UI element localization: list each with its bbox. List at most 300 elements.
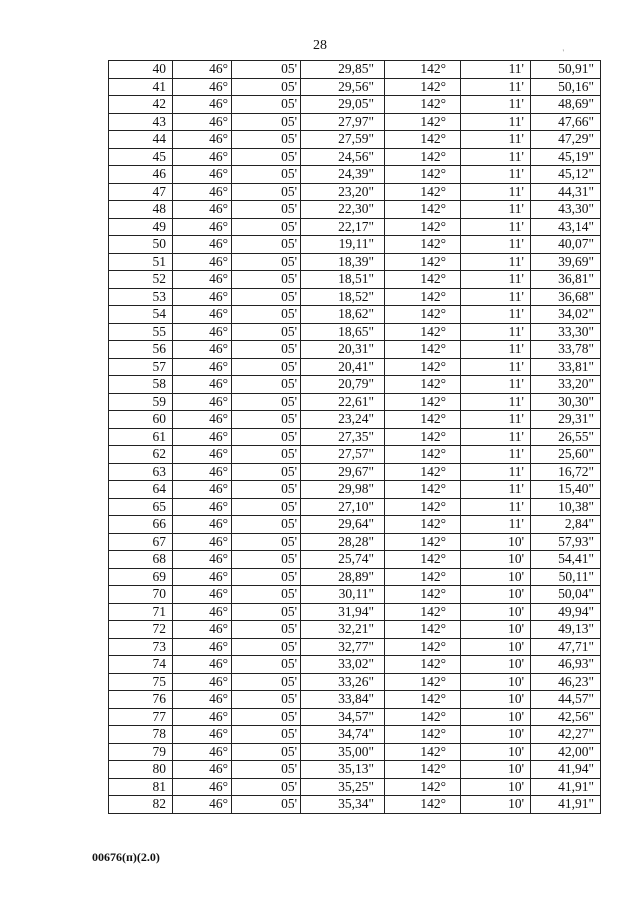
latitude-degrees-cell: 46° [173, 481, 232, 499]
point-number-cell: 53 [109, 288, 173, 306]
table-row [109, 376, 601, 394]
latitude-seconds-cell: 35,13" [301, 761, 385, 779]
table-row [109, 253, 601, 271]
longitude-seconds-cell: 36,81" [531, 271, 601, 289]
longitude-minutes-cell: 11' [461, 323, 531, 341]
table-row [109, 78, 601, 96]
latitude-minutes-cell: 05' [232, 586, 301, 604]
longitude-seconds-cell: 34,02" [531, 306, 601, 324]
latitude-degrees-cell: 46° [173, 621, 232, 639]
point-number-cell: 50 [109, 236, 173, 254]
table-row [109, 568, 601, 586]
latitude-seconds-cell: 35,25" [301, 778, 385, 796]
latitude-degrees-cell: 46° [173, 743, 232, 761]
longitude-minutes-cell: 11' [461, 341, 531, 359]
longitude-seconds-cell: 46,93" [531, 656, 601, 674]
longitude-seconds-cell: 43,30" [531, 201, 601, 219]
point-number-cell: 45 [109, 148, 173, 166]
latitude-seconds-cell: 25,74" [301, 551, 385, 569]
latitude-seconds-cell: 23,24" [301, 411, 385, 429]
point-number-cell: 61 [109, 428, 173, 446]
table-row [109, 603, 601, 621]
point-number-cell: 47 [109, 183, 173, 201]
latitude-degrees-cell: 46° [173, 533, 232, 551]
longitude-minutes-cell: 11' [461, 498, 531, 516]
longitude-minutes-cell: 10' [461, 708, 531, 726]
longitude-minutes-cell: 11' [461, 288, 531, 306]
longitude-seconds-cell: 41,91" [531, 796, 601, 814]
longitude-seconds-cell: 47,71" [531, 638, 601, 656]
point-number-cell: 66 [109, 516, 173, 534]
table-row [109, 61, 601, 79]
longitude-minutes-cell: 10' [461, 778, 531, 796]
latitude-degrees-cell: 46° [173, 726, 232, 744]
longitude-seconds-cell: 41,91" [531, 778, 601, 796]
point-number-cell: 44 [109, 131, 173, 149]
point-number-cell: 54 [109, 306, 173, 324]
point-number-cell: 81 [109, 778, 173, 796]
longitude-minutes-cell: 11' [461, 358, 531, 376]
latitude-minutes-cell: 05' [232, 726, 301, 744]
table-row [109, 498, 601, 516]
latitude-minutes-cell: 05' [232, 603, 301, 621]
longitude-degrees-cell: 142° [385, 376, 461, 394]
latitude-minutes-cell: 05' [232, 656, 301, 674]
latitude-degrees-cell: 46° [173, 358, 232, 376]
table-row [109, 621, 601, 639]
longitude-seconds-cell: 41,94" [531, 761, 601, 779]
coordinates-table-body [109, 61, 601, 814]
latitude-seconds-cell: 18,51" [301, 271, 385, 289]
latitude-minutes-cell: 05' [232, 393, 301, 411]
longitude-seconds-cell: 48,69" [531, 96, 601, 114]
latitude-degrees-cell: 46° [173, 78, 232, 96]
latitude-degrees-cell: 46° [173, 393, 232, 411]
longitude-minutes-cell: 11' [461, 463, 531, 481]
longitude-seconds-cell: 45,19" [531, 148, 601, 166]
latitude-degrees-cell: 46° [173, 376, 232, 394]
latitude-seconds-cell: 27,57" [301, 446, 385, 464]
latitude-degrees-cell: 46° [173, 96, 232, 114]
latitude-seconds-cell: 30,11" [301, 586, 385, 604]
longitude-seconds-cell: 15,40" [531, 481, 601, 499]
table-row [109, 743, 601, 761]
longitude-minutes-cell: 11' [461, 446, 531, 464]
coordinates-table-container [108, 60, 601, 814]
latitude-seconds-cell: 20,79" [301, 376, 385, 394]
longitude-seconds-cell: 30,30" [531, 393, 601, 411]
latitude-degrees-cell: 46° [173, 691, 232, 709]
table-row [109, 778, 601, 796]
longitude-degrees-cell: 142° [385, 498, 461, 516]
longitude-seconds-cell: 42,27" [531, 726, 601, 744]
latitude-degrees-cell: 46° [173, 446, 232, 464]
point-number-cell: 60 [109, 411, 173, 429]
longitude-minutes-cell: 10' [461, 691, 531, 709]
latitude-minutes-cell: 05' [232, 708, 301, 726]
latitude-degrees-cell: 46° [173, 323, 232, 341]
latitude-seconds-cell: 22,61" [301, 393, 385, 411]
longitude-degrees-cell: 142° [385, 621, 461, 639]
latitude-minutes-cell: 05' [232, 113, 301, 131]
longitude-degrees-cell: 142° [385, 638, 461, 656]
latitude-minutes-cell: 05' [232, 236, 301, 254]
longitude-degrees-cell: 142° [385, 183, 461, 201]
latitude-seconds-cell: 27,97" [301, 113, 385, 131]
longitude-minutes-cell: 10' [461, 761, 531, 779]
longitude-minutes-cell: 11' [461, 183, 531, 201]
latitude-minutes-cell: 05' [232, 463, 301, 481]
latitude-seconds-cell: 28,89" [301, 568, 385, 586]
latitude-seconds-cell: 35,00" [301, 743, 385, 761]
latitude-seconds-cell: 34,74" [301, 726, 385, 744]
latitude-seconds-cell: 29,67" [301, 463, 385, 481]
longitude-minutes-cell: 10' [461, 568, 531, 586]
longitude-degrees-cell: 142° [385, 341, 461, 359]
point-number-cell: 57 [109, 358, 173, 376]
point-number-cell: 82 [109, 796, 173, 814]
table-row [109, 411, 601, 429]
point-number-cell: 62 [109, 446, 173, 464]
latitude-seconds-cell: 33,84" [301, 691, 385, 709]
latitude-degrees-cell: 46° [173, 253, 232, 271]
point-number-cell: 42 [109, 96, 173, 114]
longitude-seconds-cell: 50,11" [531, 568, 601, 586]
latitude-degrees-cell: 46° [173, 201, 232, 219]
latitude-seconds-cell: 33,26" [301, 673, 385, 691]
longitude-degrees-cell: 142° [385, 568, 461, 586]
latitude-degrees-cell: 46° [173, 586, 232, 604]
longitude-seconds-cell: 39,69" [531, 253, 601, 271]
longitude-minutes-cell: 11' [461, 113, 531, 131]
point-number-cell: 75 [109, 673, 173, 691]
table-row [109, 113, 601, 131]
longitude-minutes-cell: 10' [461, 621, 531, 639]
latitude-minutes-cell: 05' [232, 761, 301, 779]
latitude-degrees-cell: 46° [173, 761, 232, 779]
longitude-minutes-cell: 10' [461, 673, 531, 691]
longitude-degrees-cell: 142° [385, 271, 461, 289]
longitude-seconds-cell: 29,31" [531, 411, 601, 429]
table-row [109, 726, 601, 744]
point-number-cell: 78 [109, 726, 173, 744]
point-number-cell: 79 [109, 743, 173, 761]
longitude-minutes-cell: 10' [461, 726, 531, 744]
longitude-seconds-cell: 50,04" [531, 586, 601, 604]
latitude-seconds-cell: 18,52" [301, 288, 385, 306]
longitude-seconds-cell: 42,00" [531, 743, 601, 761]
latitude-seconds-cell: 33,02" [301, 656, 385, 674]
latitude-seconds-cell: 18,39" [301, 253, 385, 271]
longitude-minutes-cell: 10' [461, 551, 531, 569]
latitude-minutes-cell: 05' [232, 446, 301, 464]
longitude-degrees-cell: 142° [385, 113, 461, 131]
longitude-seconds-cell: 10,38" [531, 498, 601, 516]
latitude-degrees-cell: 46° [173, 218, 232, 236]
longitude-minutes-cell: 11' [461, 306, 531, 324]
page-number: 28 [313, 38, 327, 53]
latitude-minutes-cell: 05' [232, 673, 301, 691]
latitude-degrees-cell: 46° [173, 148, 232, 166]
latitude-seconds-cell: 35,34" [301, 796, 385, 814]
table-row [109, 201, 601, 219]
latitude-degrees-cell: 46° [173, 778, 232, 796]
longitude-degrees-cell: 142° [385, 358, 461, 376]
longitude-minutes-cell: 11' [461, 148, 531, 166]
table-row [109, 183, 601, 201]
longitude-degrees-cell: 142° [385, 603, 461, 621]
longitude-minutes-cell: 10' [461, 533, 531, 551]
point-number-cell: 71 [109, 603, 173, 621]
latitude-minutes-cell: 05' [232, 201, 301, 219]
longitude-degrees-cell: 142° [385, 236, 461, 254]
latitude-degrees-cell: 46° [173, 796, 232, 814]
table-row [109, 428, 601, 446]
latitude-seconds-cell: 29,64" [301, 516, 385, 534]
longitude-minutes-cell: 11' [461, 131, 531, 149]
point-number-cell: 64 [109, 481, 173, 499]
latitude-minutes-cell: 05' [232, 341, 301, 359]
latitude-seconds-cell: 29,56" [301, 78, 385, 96]
latitude-degrees-cell: 46° [173, 166, 232, 184]
latitude-degrees-cell: 46° [173, 61, 232, 79]
point-number-cell: 76 [109, 691, 173, 709]
latitude-seconds-cell: 27,59" [301, 131, 385, 149]
longitude-minutes-cell: 11' [461, 428, 531, 446]
longitude-minutes-cell: 11' [461, 516, 531, 534]
latitude-minutes-cell: 05' [232, 323, 301, 341]
longitude-degrees-cell: 142° [385, 533, 461, 551]
latitude-degrees-cell: 46° [173, 516, 232, 534]
latitude-minutes-cell: 05' [232, 271, 301, 289]
point-number-cell: 73 [109, 638, 173, 656]
point-number-cell: 80 [109, 761, 173, 779]
longitude-seconds-cell: 42,56" [531, 708, 601, 726]
latitude-degrees-cell: 46° [173, 638, 232, 656]
longitude-degrees-cell: 142° [385, 446, 461, 464]
longitude-degrees-cell: 142° [385, 288, 461, 306]
longitude-minutes-cell: 11' [461, 481, 531, 499]
latitude-seconds-cell: 22,30" [301, 201, 385, 219]
longitude-degrees-cell: 142° [385, 726, 461, 744]
longitude-degrees-cell: 142° [385, 778, 461, 796]
point-number-cell: 69 [109, 568, 173, 586]
latitude-degrees-cell: 46° [173, 551, 232, 569]
latitude-degrees-cell: 46° [173, 271, 232, 289]
table-row [109, 796, 601, 814]
latitude-degrees-cell: 46° [173, 428, 232, 446]
latitude-minutes-cell: 05' [232, 376, 301, 394]
table-row [109, 323, 601, 341]
longitude-minutes-cell: 11' [461, 166, 531, 184]
table-row [109, 358, 601, 376]
point-number-cell: 59 [109, 393, 173, 411]
point-number-cell: 67 [109, 533, 173, 551]
table-row [109, 656, 601, 674]
longitude-minutes-cell: 11' [461, 271, 531, 289]
longitude-minutes-cell: 10' [461, 656, 531, 674]
longitude-minutes-cell: 11' [461, 236, 531, 254]
longitude-degrees-cell: 142° [385, 131, 461, 149]
longitude-seconds-cell: 57,93" [531, 533, 601, 551]
latitude-seconds-cell: 27,35" [301, 428, 385, 446]
longitude-degrees-cell: 142° [385, 656, 461, 674]
point-number-cell: 40 [109, 61, 173, 79]
longitude-seconds-cell: 33,20" [531, 376, 601, 394]
latitude-minutes-cell: 05' [232, 131, 301, 149]
table-row [109, 446, 601, 464]
longitude-minutes-cell: 11' [461, 201, 531, 219]
longitude-degrees-cell: 142° [385, 78, 461, 96]
longitude-degrees-cell: 142° [385, 481, 461, 499]
latitude-minutes-cell: 05' [232, 498, 301, 516]
longitude-degrees-cell: 142° [385, 743, 461, 761]
latitude-minutes-cell: 05' [232, 411, 301, 429]
table-row [109, 131, 601, 149]
table-row [109, 306, 601, 324]
latitude-seconds-cell: 18,62" [301, 306, 385, 324]
corner-mark: ' [562, 48, 564, 57]
longitude-seconds-cell: 44,57" [531, 691, 601, 709]
longitude-seconds-cell: 45,12" [531, 166, 601, 184]
latitude-seconds-cell: 19,11" [301, 236, 385, 254]
document-code: 00676(п)(2.0) [92, 850, 160, 864]
longitude-minutes-cell: 10' [461, 603, 531, 621]
longitude-minutes-cell: 11' [461, 376, 531, 394]
latitude-minutes-cell: 05' [232, 61, 301, 79]
table-row [109, 393, 601, 411]
point-number-cell: 70 [109, 586, 173, 604]
longitude-degrees-cell: 142° [385, 166, 461, 184]
point-number-cell: 51 [109, 253, 173, 271]
point-number-cell: 46 [109, 166, 173, 184]
table-row [109, 288, 601, 306]
longitude-seconds-cell: 33,78" [531, 341, 601, 359]
latitude-degrees-cell: 46° [173, 463, 232, 481]
latitude-degrees-cell: 46° [173, 411, 232, 429]
latitude-minutes-cell: 05' [232, 183, 301, 201]
latitude-degrees-cell: 46° [173, 708, 232, 726]
point-number-cell: 55 [109, 323, 173, 341]
point-number-cell: 58 [109, 376, 173, 394]
longitude-seconds-cell: 43,14" [531, 218, 601, 236]
table-row [109, 463, 601, 481]
longitude-degrees-cell: 142° [385, 393, 461, 411]
longitude-minutes-cell: 11' [461, 61, 531, 79]
latitude-degrees-cell: 46° [173, 568, 232, 586]
point-number-cell: 63 [109, 463, 173, 481]
table-row [109, 586, 601, 604]
longitude-minutes-cell: 11' [461, 253, 531, 271]
longitude-minutes-cell: 11' [461, 218, 531, 236]
longitude-minutes-cell: 10' [461, 796, 531, 814]
longitude-minutes-cell: 11' [461, 411, 531, 429]
latitude-degrees-cell: 46° [173, 656, 232, 674]
latitude-seconds-cell: 20,41" [301, 358, 385, 376]
longitude-seconds-cell: 40,07" [531, 236, 601, 254]
longitude-seconds-cell: 33,30" [531, 323, 601, 341]
table-row [109, 708, 601, 726]
table-row [109, 236, 601, 254]
latitude-minutes-cell: 05' [232, 516, 301, 534]
latitude-minutes-cell: 05' [232, 481, 301, 499]
longitude-degrees-cell: 142° [385, 516, 461, 534]
latitude-minutes-cell: 05' [232, 778, 301, 796]
latitude-seconds-cell: 29,85" [301, 61, 385, 79]
longitude-seconds-cell: 47,66" [531, 113, 601, 131]
latitude-minutes-cell: 05' [232, 621, 301, 639]
latitude-minutes-cell: 05' [232, 551, 301, 569]
latitude-seconds-cell: 24,39" [301, 166, 385, 184]
latitude-seconds-cell: 28,28" [301, 533, 385, 551]
table-row [109, 673, 601, 691]
point-number-cell: 72 [109, 621, 173, 639]
table-row [109, 691, 601, 709]
longitude-degrees-cell: 142° [385, 411, 461, 429]
point-number-cell: 77 [109, 708, 173, 726]
latitude-minutes-cell: 05' [232, 796, 301, 814]
latitude-degrees-cell: 46° [173, 498, 232, 516]
latitude-minutes-cell: 05' [232, 743, 301, 761]
latitude-degrees-cell: 46° [173, 183, 232, 201]
latitude-minutes-cell: 05' [232, 218, 301, 236]
point-number-cell: 41 [109, 78, 173, 96]
longitude-degrees-cell: 142° [385, 761, 461, 779]
latitude-seconds-cell: 20,31" [301, 341, 385, 359]
longitude-seconds-cell: 54,41" [531, 551, 601, 569]
latitude-minutes-cell: 05' [232, 358, 301, 376]
table-row [109, 341, 601, 359]
latitude-seconds-cell: 29,05" [301, 96, 385, 114]
point-number-cell: 56 [109, 341, 173, 359]
latitude-seconds-cell: 18,65" [301, 323, 385, 341]
longitude-minutes-cell: 11' [461, 96, 531, 114]
latitude-degrees-cell: 46° [173, 306, 232, 324]
point-number-cell: 74 [109, 656, 173, 674]
latitude-seconds-cell: 32,21" [301, 621, 385, 639]
longitude-degrees-cell: 142° [385, 428, 461, 446]
latitude-minutes-cell: 05' [232, 78, 301, 96]
longitude-degrees-cell: 142° [385, 148, 461, 166]
point-number-cell: 65 [109, 498, 173, 516]
latitude-degrees-cell: 46° [173, 673, 232, 691]
longitude-seconds-cell: 25,60" [531, 446, 601, 464]
table-row [109, 166, 601, 184]
latitude-minutes-cell: 05' [232, 428, 301, 446]
longitude-seconds-cell: 16,72" [531, 463, 601, 481]
longitude-degrees-cell: 142° [385, 673, 461, 691]
latitude-degrees-cell: 46° [173, 131, 232, 149]
latitude-seconds-cell: 24,56" [301, 148, 385, 166]
point-number-cell: 48 [109, 201, 173, 219]
longitude-seconds-cell: 2,84" [531, 516, 601, 534]
longitude-seconds-cell: 50,91" [531, 61, 601, 79]
longitude-degrees-cell: 142° [385, 586, 461, 604]
longitude-degrees-cell: 142° [385, 306, 461, 324]
longitude-seconds-cell: 26,55" [531, 428, 601, 446]
latitude-minutes-cell: 05' [232, 148, 301, 166]
longitude-degrees-cell: 142° [385, 708, 461, 726]
longitude-degrees-cell: 142° [385, 551, 461, 569]
latitude-degrees-cell: 46° [173, 288, 232, 306]
longitude-degrees-cell: 142° [385, 218, 461, 236]
latitude-degrees-cell: 46° [173, 603, 232, 621]
latitude-seconds-cell: 32,77" [301, 638, 385, 656]
longitude-degrees-cell: 142° [385, 323, 461, 341]
longitude-seconds-cell: 49,94" [531, 603, 601, 621]
point-number-cell: 43 [109, 113, 173, 131]
longitude-minutes-cell: 11' [461, 78, 531, 96]
